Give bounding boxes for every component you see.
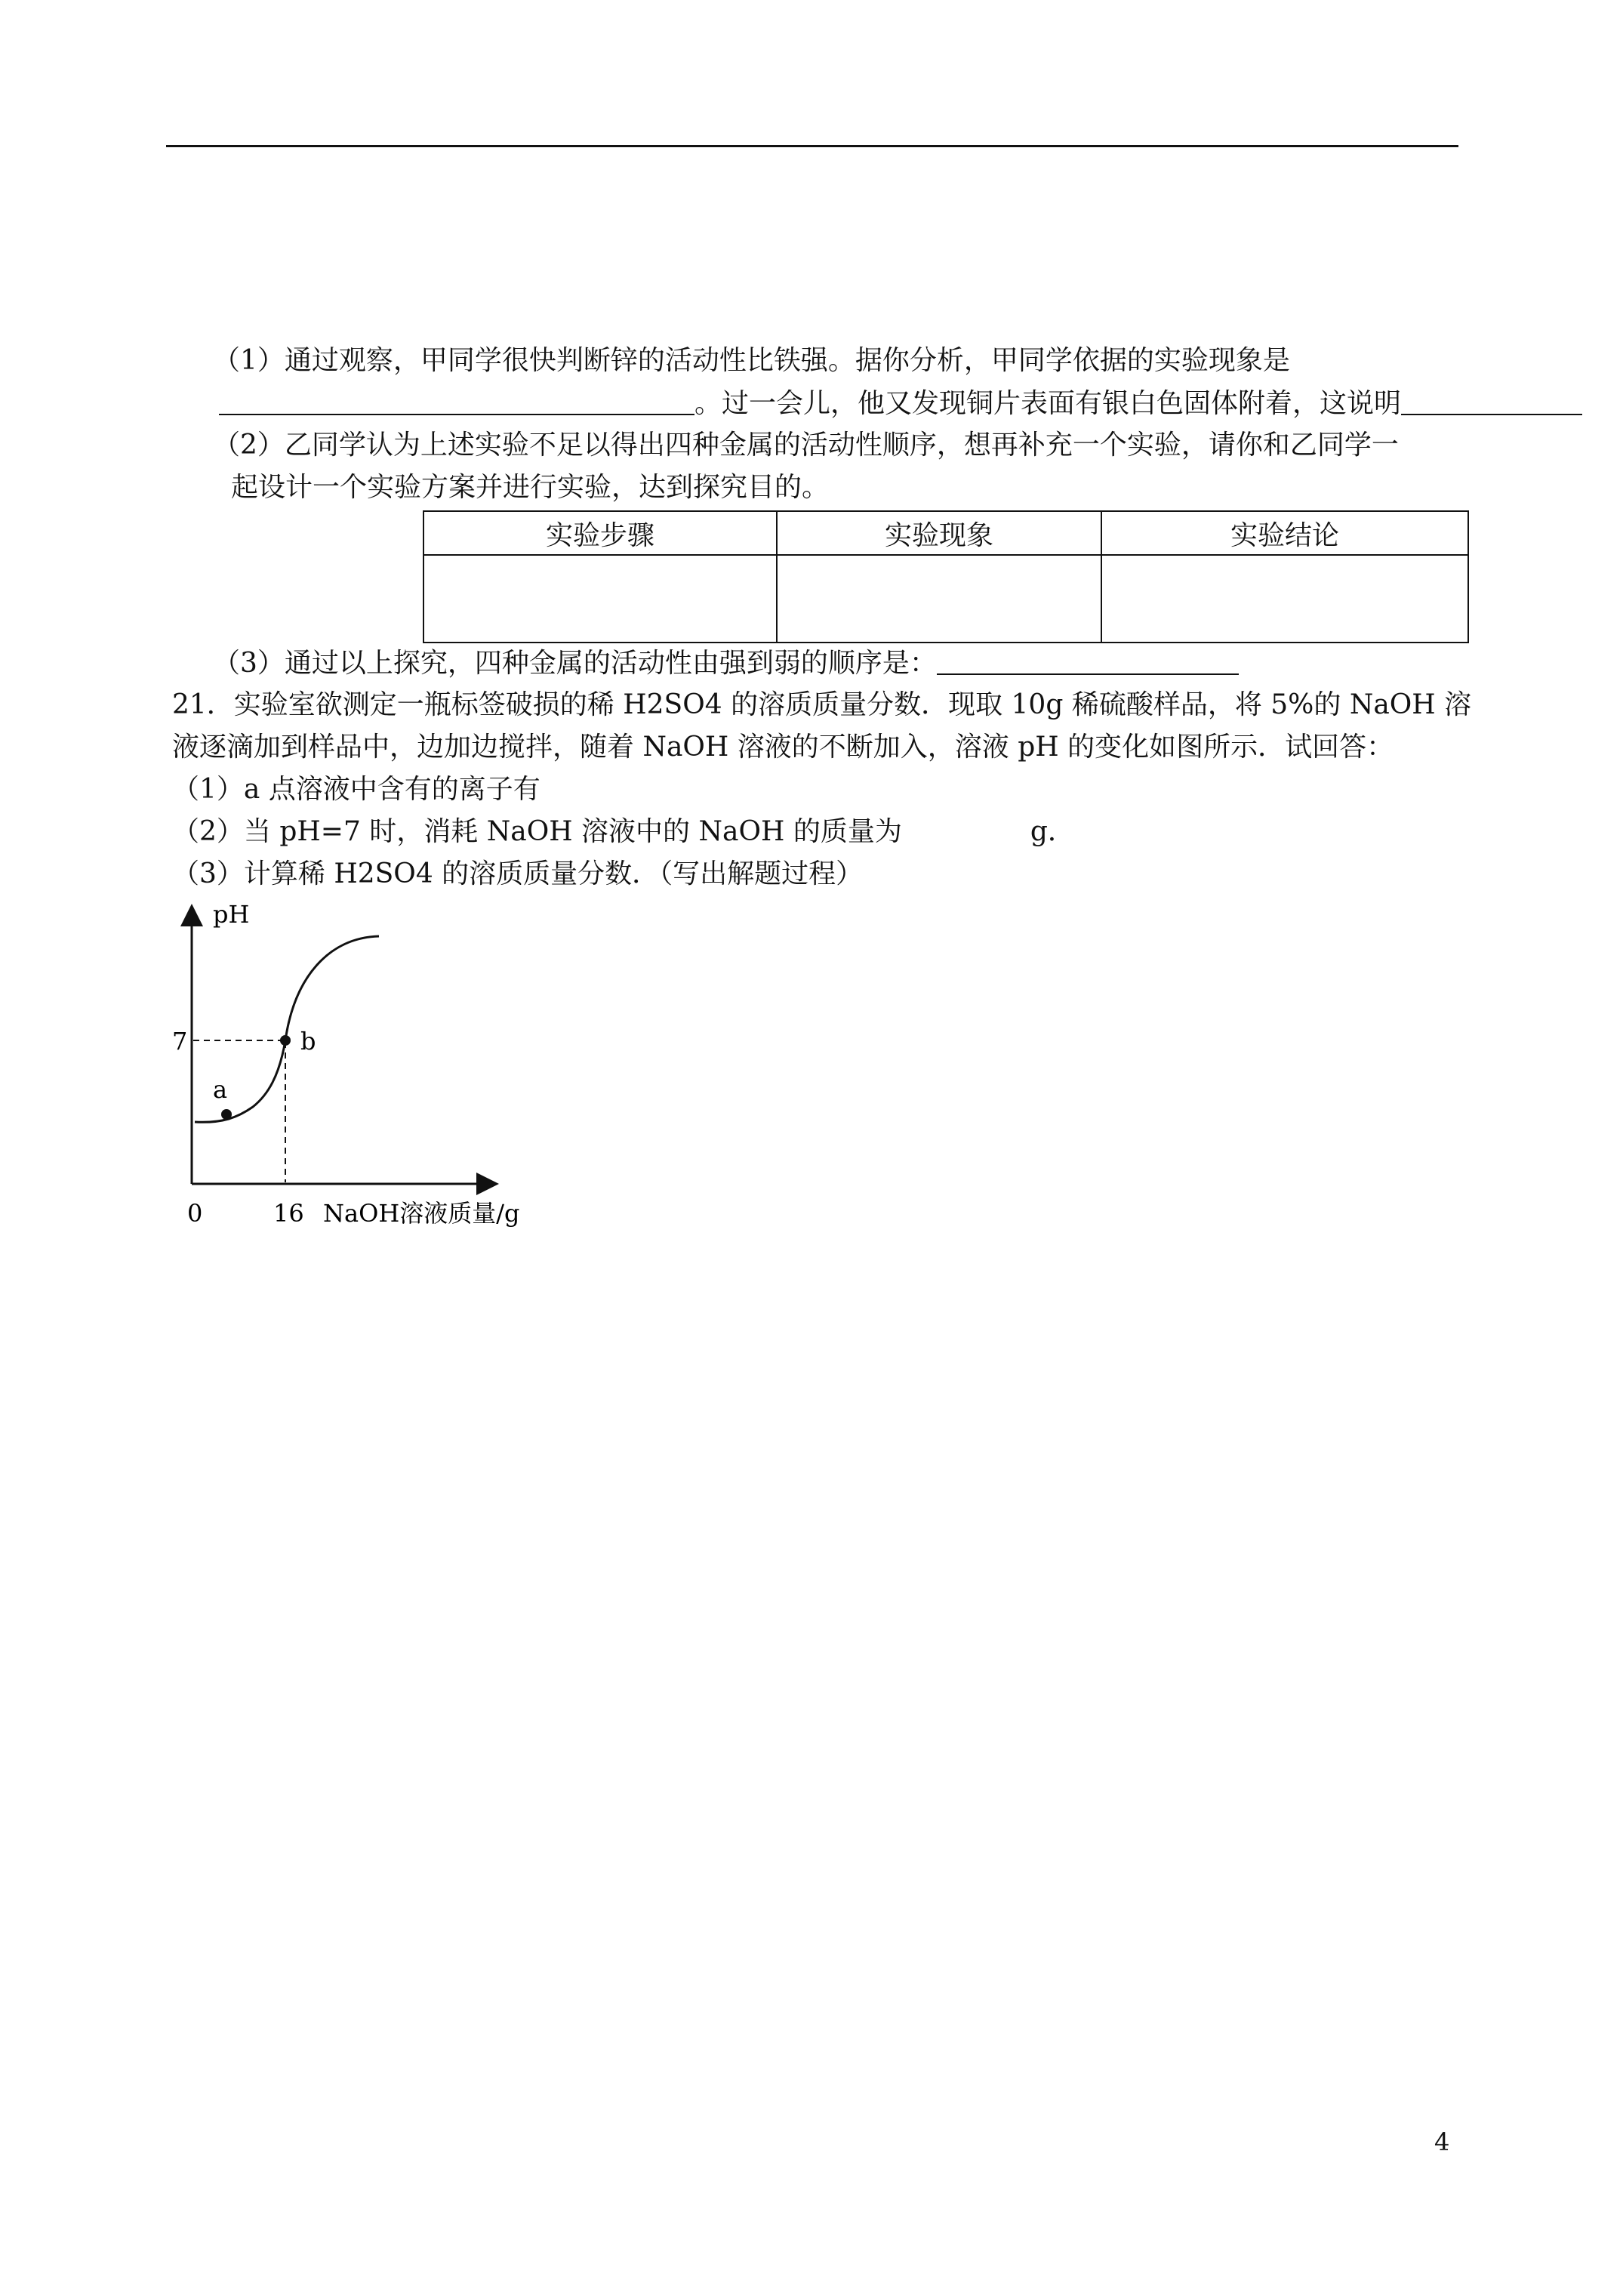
page-number: 4 — [1434, 2128, 1450, 2156]
header-rule — [166, 145, 1458, 147]
q21-line1: 21．实验室欲测定一瓶标签破损的稀 H2SO4 的溶质质量分数．现取 10g 稀硫酸样品，将 5%的 NaOH 溶 — [172, 689, 1472, 720]
point-b — [280, 1035, 291, 1046]
table-header-conclusion: 实验结论 — [1101, 511, 1468, 555]
answer-blank-1[interactable] — [219, 387, 694, 415]
x-axis-label: NaOH溶液质量/g — [323, 1199, 520, 1228]
answer-blank-3[interactable] — [937, 646, 1239, 675]
table-header-steps: 实验步骤 — [423, 511, 777, 555]
point-a — [221, 1109, 232, 1120]
y-axis-label: pH — [213, 900, 250, 929]
table-cell-conclusion[interactable] — [1101, 555, 1468, 643]
answer-blank-2[interactable] — [1401, 387, 1582, 415]
q21-sub3: （3）计算稀 H2SO4 的溶质质量分数．（写出解题过程） — [172, 858, 864, 889]
q20-part3: （3）通过以上探究，四种金属的活动性由强到弱的顺序是： — [213, 646, 1239, 680]
table-cell-phenomena[interactable] — [777, 555, 1101, 643]
y-tick-7: 7 — [172, 1027, 188, 1056]
q20-part1-line1: （1）通过观察，甲同学很快判断锌的活动性比铁强。据你分析，甲同学依据的实验现象是 — [213, 345, 1290, 376]
experiment-table — [423, 510, 1469, 643]
q21-line2: 液逐滴加到样品中，边加边搅拌，随着 NaOH 溶液的不断加入，溶液 pH 的变化如图所示．试回答： — [172, 732, 1394, 763]
q20-part2-line2: 起设计一个实验方案并进行实验，达到探究目的。 — [231, 472, 830, 503]
q21-sub1: （1）a 点溶液中含有的离子有 — [172, 774, 540, 805]
point-b-label: b — [300, 1027, 316, 1056]
table-cell-steps[interactable] — [423, 555, 777, 643]
point-a-label: a — [213, 1075, 228, 1104]
table-header-phenomena: 实验现象 — [777, 511, 1101, 555]
q21-sub2: （2）当 pH=7 时，消耗 NaOH 溶液中的 NaOH 的质量为 g． — [172, 816, 1075, 847]
ph-chart — [159, 898, 551, 1246]
origin-label: 0 — [187, 1199, 203, 1228]
q20-part1-line2: 。过一会儿，他又发现铜片表面有银白色固体附着，这说明 — [219, 387, 1582, 421]
q20-part2-line1: （2）乙同学认为上述实验不足以得出四种金属的活动性顺序，想再补充一个实验，请你和乙同学一 — [213, 430, 1399, 461]
x-tick-16: 16 — [273, 1199, 304, 1228]
